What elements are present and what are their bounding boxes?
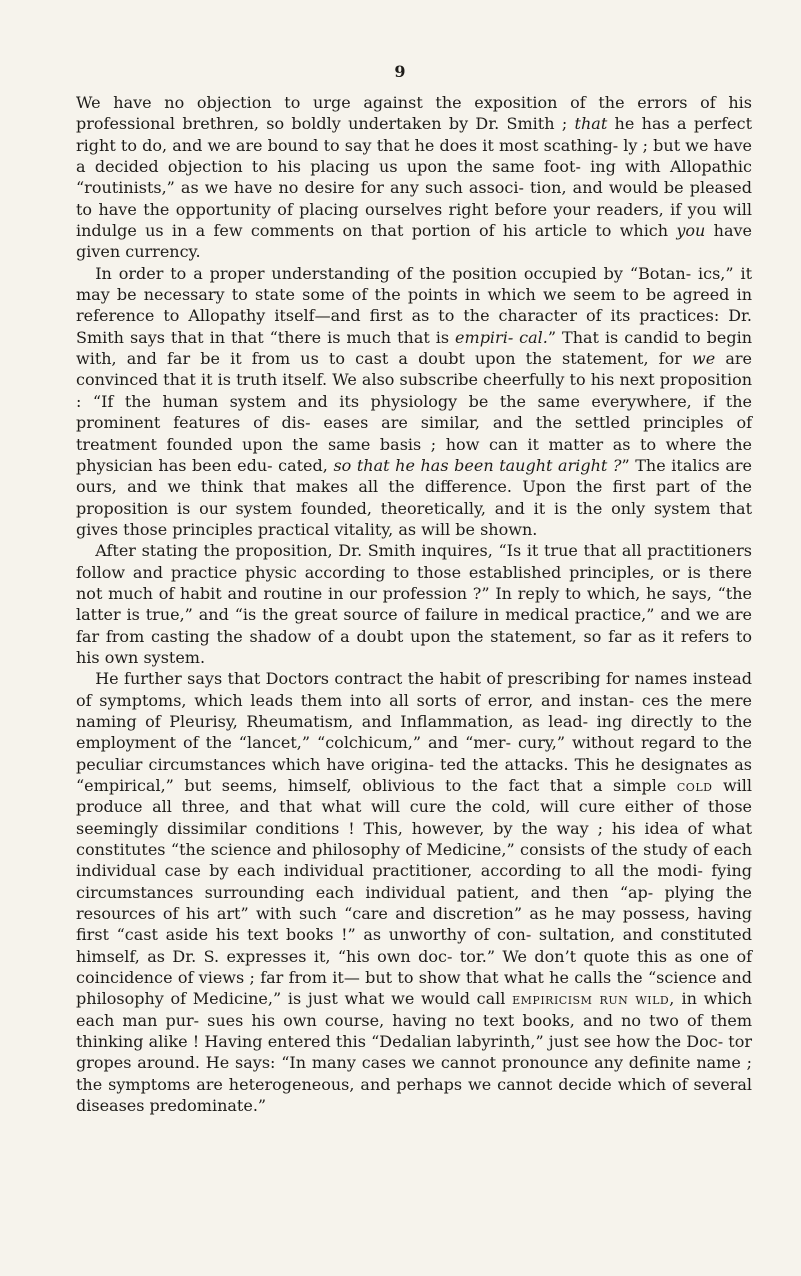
paragraph-1 — [76, 92, 752, 263]
italic-text: that — [574, 114, 608, 134]
page-body — [76, 92, 752, 1117]
text-run: In order to a proper understanding of the position occupied by “Botan- ics,” it may be necessary to state some of the points in which we seem to be agreed in reference to Allopathy itself—and first as to the character of its practices: Dr. Smith says that in that “there is much that is — [76, 263, 752, 347]
italic-text: so that he has been taught aright ? — [333, 455, 622, 475]
text-run: We have no objection to urge against the exposition of the errors of his professional brethren, so boldly undertaken by Dr. Smith ; — [76, 93, 752, 134]
text-run: After stating the proposition, Dr. Smith inquires, “Is it true that all practitioners follow and practice physic according to those established principles, or is there not much of habit and routine in our profession ?” In reply to which, he says, “the latter is true,” and “is the great source of failure in medical practice,” and we are far from casting the shadow of a doubt upon the statement, so far as it refers to his own system. — [76, 541, 752, 667]
text-run: will produce all three, and that what will cure the cold, will cure either of those seemingly dissimilar conditions ! This, however, by the way ; his idea of what constitutes “the science and philosophy of Medicine,” consists of the study of each individual case by each individual practitioner, according to all the modi- fying circumstances surrounding each individual patient, and then “ap- plying the resources of his art” with such “care and discretion” as he may possess, having first “cast aside his text books !” as unworthy of con- sultation, and constituted himself, as Dr. S. expresses it, “his own doc- tor.” We don’t quote this as one of coincidence of views ; far from it— but to show that what he calls the “science and philosophy of Medicine,” is just what we would call — [76, 776, 753, 1009]
text-run: ” That is candid to begin with, and far be it from us to cast a doubt upon the statement, for — [76, 327, 752, 369]
page-number: 9 — [394, 62, 407, 81]
small-caps-text: cold — [676, 776, 713, 795]
paragraph-4 — [76, 668, 752, 1116]
text-run: ” The italics are ours, and we think that makes all the difference. Upon the first part of the proposition is our system founded, theoretically, and it is the only system that gives those principles practical vitality, as will be shown. — [76, 455, 753, 539]
document-page — [76, 58, 752, 1117]
text-run: he has a perfect right to do, and we are bound to say that he does it most scathing- ly ; but we have a decided objection to his placing us upon the same foot- ing with Allopathic “routinists,” as we have no desire for any such associ- tion, and would be pleased to have the opportunity of placing ourselves right before your readers, if you will indulge us in a few comments on that portion of his article to which — [76, 114, 752, 241]
italic-text: you — [676, 221, 706, 241]
text-run: are convinced that it is truth itself. We also subscribe cheerfully to his next proposition : “If the human system and its physiology be the same everywhere, if the prominent features of dis- eases are similar, and the settled principles of treatment founded upon the same basis ; how can it matter as to where the physician has been edu- cated, — [76, 349, 752, 475]
text-run: He further says that Doctors contract the habit of prescribing for names instead of symptoms, which leads them into all sorts of error, and instan- ces the mere naming of Pleurisy, Rheumatism, and Inflammation, as lead- ing directly to the employment of the “lancet,” “colchicum,” and “mer- cury,” without regard to the peculiar circumstances which have origina- ted the attacks. This he designates as “empirical,” but seems, himself, oblivious to the fact that a simple — [76, 669, 752, 795]
italic-text: we — [692, 349, 716, 369]
small-caps-text: empiricism run wild, — [512, 989, 675, 1009]
text-run: in which each man pur- sues his own course, having no text books, and no two of them thinking alike ! Having entered this “Dedalian labyrinth,” just see how the Doc- tor gropes around. He says: “In many cases we cannot pronounce any definite name ; the symptoms are heterogeneous, and perhaps we cannot decide which of several diseases predominate.” — [76, 989, 752, 1116]
text-run: have given currency. — [76, 221, 753, 262]
paragraph-2 — [76, 263, 752, 540]
italic-text: empiri- cal. — [455, 327, 548, 347]
paragraph-3 — [76, 540, 752, 668]
